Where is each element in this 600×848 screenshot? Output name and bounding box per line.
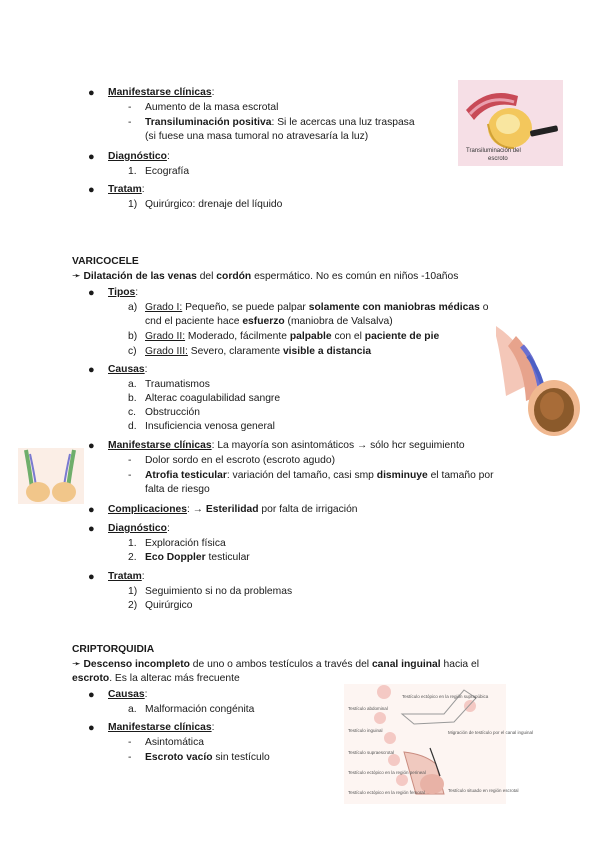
bullet-icon: ● bbox=[88, 504, 95, 516]
dash-icon: - bbox=[128, 752, 132, 763]
figure-caption: escroto bbox=[488, 156, 508, 162]
list-number: 1) bbox=[128, 586, 138, 597]
figure-label: Testículo abdominal bbox=[348, 706, 388, 711]
varicocele-causa: Alterac coagulabilidad sangre bbox=[145, 393, 281, 404]
figure-label: Testículo supraescrotal bbox=[348, 750, 395, 755]
criptorquidia-intro-line1: ➛ Descenso incompleto de uno o ambos testículos a través del canal inguinal hacia el bbox=[72, 659, 479, 670]
list-letter: c. bbox=[128, 407, 137, 418]
criptorquidia-manif-heading: Manifestarse clínicas: bbox=[108, 722, 215, 733]
criptorquidia-figure bbox=[344, 684, 534, 804]
criptorquidia-title: CRIPTORQUIDIA bbox=[72, 644, 155, 655]
varicocele-manif-heading: Manifestarse clínicas: La mayoría son asintomáticos → sólo hcr seguimiento bbox=[108, 440, 465, 451]
hidrocele-trat-heading: Tratam: bbox=[108, 184, 145, 195]
list-number: 1) bbox=[128, 199, 138, 210]
hidrocele-manif-item-2-line2: (si fuese una masa tumoral no atravesaría la luz) bbox=[145, 131, 369, 142]
list-letter: a. bbox=[128, 704, 137, 715]
criptorquidia-manif-item: Asintomática bbox=[145, 737, 204, 748]
hidrocele-diag-item: Ecografía bbox=[145, 166, 190, 177]
hidrocele-manif-item-2: Transiluminación positiva: Si le acercas una luz traspasa bbox=[145, 117, 415, 128]
dash-icon: - bbox=[128, 470, 132, 481]
dash-icon: - bbox=[128, 455, 132, 466]
bullet-icon: ● bbox=[88, 523, 95, 535]
varicocele-manif-item-2-line2: falta de riesgo bbox=[145, 484, 210, 495]
dash-icon: - bbox=[128, 102, 132, 113]
list-number: 2. bbox=[128, 552, 137, 563]
transillumination-figure bbox=[458, 80, 563, 166]
varicocele-intro: ➛ Dilatación de las venas del cordón espermático. No es común en niños -10años bbox=[72, 271, 459, 282]
varicocele-diag-item: Eco Doppler testicular bbox=[145, 552, 250, 563]
list-letter: b) bbox=[128, 331, 138, 342]
criptorquidia-manif-item: Escroto vacío sin testículo bbox=[145, 752, 270, 763]
list-letter: c) bbox=[128, 346, 137, 357]
varicocele-tipo-1: Grado I: Pequeño, se puede palpar solamente con maniobras médicas o bbox=[145, 302, 489, 313]
dash-icon: - bbox=[128, 117, 132, 128]
bullet-icon: ● bbox=[88, 689, 95, 701]
criptorquidia-causas-heading: Causas: bbox=[108, 689, 148, 700]
bullet-icon: ● bbox=[88, 184, 95, 196]
bullet-icon: ● bbox=[88, 722, 95, 734]
bullet-icon: ● bbox=[88, 87, 95, 99]
dash-icon: - bbox=[128, 737, 132, 748]
list-number: 1. bbox=[128, 166, 137, 177]
varicocele-title: VARICOCELE bbox=[72, 256, 139, 267]
bullet-icon: ● bbox=[88, 287, 95, 299]
criptorquidia-causa: Malformación congénita bbox=[145, 704, 255, 715]
figure-label: Testículo ectópico en la región perineal bbox=[348, 770, 426, 775]
varicocele-tipo-2: Grado II: Moderado, fácilmente palpable con el paciente de pie bbox=[145, 331, 440, 342]
varicocele-trat-item: Quirúrgico bbox=[145, 600, 193, 611]
varicocele-complicaciones: Complicaciones: → Esterilidad por falta de irrigación bbox=[108, 504, 358, 515]
varicocele-tipos-heading: Tipos: bbox=[108, 287, 139, 298]
list-letter: a) bbox=[128, 302, 138, 313]
varicocele-causas-heading: Causas: bbox=[108, 364, 148, 375]
criptorquidia-intro-line2: escroto. Es la alterac más frecuente bbox=[72, 673, 240, 684]
figure-label: Testículo ectópico en la región suprapúbica bbox=[402, 694, 489, 699]
arrow-icon: ➛ bbox=[72, 271, 84, 282]
varicocele-causa: Obstrucción bbox=[145, 407, 200, 418]
hidrocele-trat-item: Quirúrgico: drenaje del líquido bbox=[145, 199, 283, 210]
list-number: 2) bbox=[128, 600, 138, 611]
varicocele-tipo-3: Grado III: Severo, claramente visible a distancia bbox=[145, 346, 372, 357]
list-letter: a. bbox=[128, 379, 137, 390]
list-number: 1. bbox=[128, 538, 137, 549]
list-letter: d. bbox=[128, 421, 137, 432]
hidrocele-manif-heading: Manifestarse clínicas: bbox=[108, 87, 215, 98]
varicocele-trat-heading: Tratam: bbox=[108, 571, 145, 582]
bullet-icon: ● bbox=[88, 364, 95, 376]
varicocele-diag-item: Exploración física bbox=[145, 538, 226, 549]
list-letter: b. bbox=[128, 393, 137, 404]
varicocele-causa: Insuficiencia venosa general bbox=[145, 421, 275, 432]
figure-label: Testículo inguinal bbox=[348, 728, 383, 733]
varicocele-tipo-1-line2: cnd el paciente hace esfuerzo (maniobra de Valsalva) bbox=[145, 316, 393, 327]
hidrocele-diag-heading: Diagnóstico: bbox=[108, 151, 170, 162]
figure-label: Testículo ectópico en la región femoral bbox=[348, 790, 425, 795]
varicocele-testis-figure bbox=[18, 448, 84, 504]
figure-label: Testículo situado en región escrotal bbox=[448, 788, 519, 793]
arrow-icon: ➛ bbox=[72, 659, 84, 670]
varicocele-anatomy-figure bbox=[496, 326, 584, 438]
figure-label: Migración de testículo por el canal inguinal bbox=[448, 730, 534, 735]
varicocele-manif-item-2: Atrofia testicular: variación del tamaño, casi smp disminuye el tamaño por bbox=[145, 470, 494, 481]
varicocele-trat-item: Seguimiento si no da problemas bbox=[145, 586, 293, 597]
bullet-icon: ● bbox=[88, 571, 95, 583]
figure-caption: Transiluminación del bbox=[466, 148, 521, 154]
bullet-icon: ● bbox=[88, 151, 95, 163]
varicocele-diag-heading: Diagnóstico: bbox=[108, 523, 170, 534]
bullet-icon: ● bbox=[88, 440, 95, 452]
varicocele-manif-item-1: Dolor sordo en el escroto (escroto agudo) bbox=[145, 455, 336, 466]
varicocele-causa: Traumatismos bbox=[145, 379, 210, 390]
hidrocele-manif-item-1: Aumento de la masa escrotal bbox=[145, 102, 279, 113]
